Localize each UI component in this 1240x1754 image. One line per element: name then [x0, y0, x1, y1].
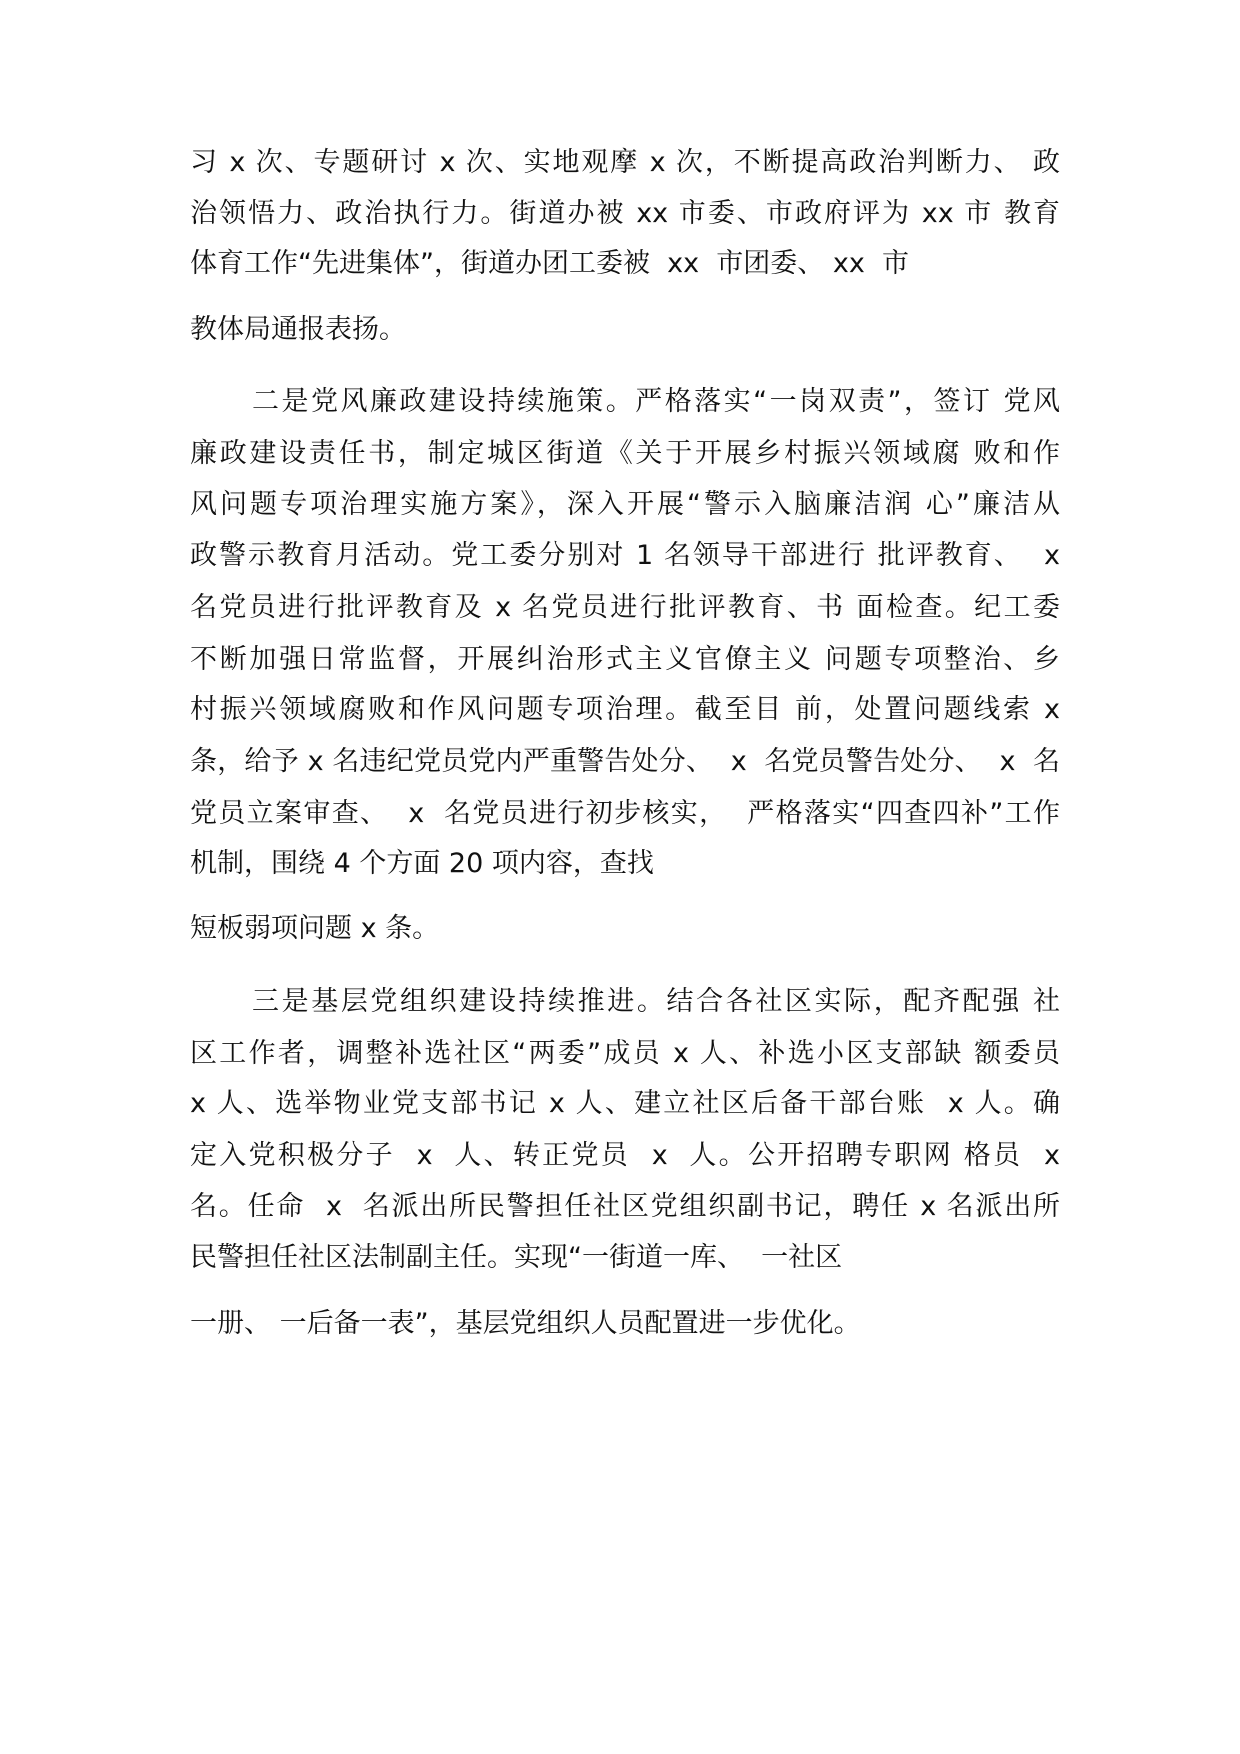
text-line: 体育工作“先进集体”，街道办团工委被 xx 市团委、 xx 市 — [190, 248, 909, 279]
text-line: 三是基层党组织建设持续推进。结合各社区实际，配齐配强 社 — [252, 986, 1060, 1017]
text-line: 名。任命 x 名派出所民警担任社区党组织副书记，聘任 x 名派出所 — [190, 1191, 1060, 1222]
text-line: 廉政建设责任书，制定城区街道《关于开展乡村振兴领域腐 败和作 — [190, 438, 1060, 469]
text-line: 党员立案审查、 x 名党员进行初步核实， 严格落实“四查四补”工作 — [190, 798, 1060, 829]
text-line: 机制，围绕 4 个方面 20 项内容，查找 — [190, 848, 654, 879]
text-line: 条，给予 x 名违纪党员党内严重警告处分、 x 名党员警告处分、 x 名 — [190, 746, 1060, 777]
text-line: 政警示教育月活动。党工委分别对 1 名领导干部进行 批评教育、 x — [190, 540, 1060, 571]
text-line: 村振兴领域腐败和作风问题专项治理。截至目 前，处置问题线索 x — [190, 694, 1060, 725]
text-line: 不断加强日常监督，开展纠治形式主义官僚主义 问题专项整治、乡 — [190, 644, 1060, 675]
text-line: 二是党风廉政建设持续施策。严格落实“一岗双责”，签订 党风 — [252, 386, 1060, 417]
text-line: 治领悟力、政治执行力。街道办被 xx 市委、市政府评为 xx 市 教育 — [190, 198, 1060, 229]
text-line: 短板弱项问题 x 条。 — [190, 913, 440, 944]
text-line: 教体局通报表扬。 — [190, 314, 406, 345]
text-line: 风问题专项治理实施方案》，深入开展“警示入脑廉洁润 心”廉洁从 — [190, 489, 1060, 520]
text-line: 名党员进行批评教育及 x 名党员进行批评教育、书 面检查。纪工委 — [190, 592, 1060, 623]
text-line: 习 x 次、专题研讨 x 次、实地观摩 x 次，不断提高政治判断力、 政 — [190, 147, 1060, 178]
text-line: 定入党积极分子 x 人、转正党员 x 人。公开招聘专职网 格员 x — [190, 1140, 1060, 1171]
text-line: 区工作者，调整补选社区“两委”成员 x 人、补选小区支部缺 额委员 — [190, 1038, 1060, 1069]
text-line: 民警担任社区法制副主任。实现“一街道一库、 一社区 — [190, 1242, 843, 1273]
text-line: 一册、 一后备一表”，基层党组织人员配置进一步优化。 — [190, 1308, 861, 1339]
text-line: x 人、选举物业党支部书记 x 人、建立社区后备干部台账 x 人。确 — [190, 1088, 1060, 1119]
